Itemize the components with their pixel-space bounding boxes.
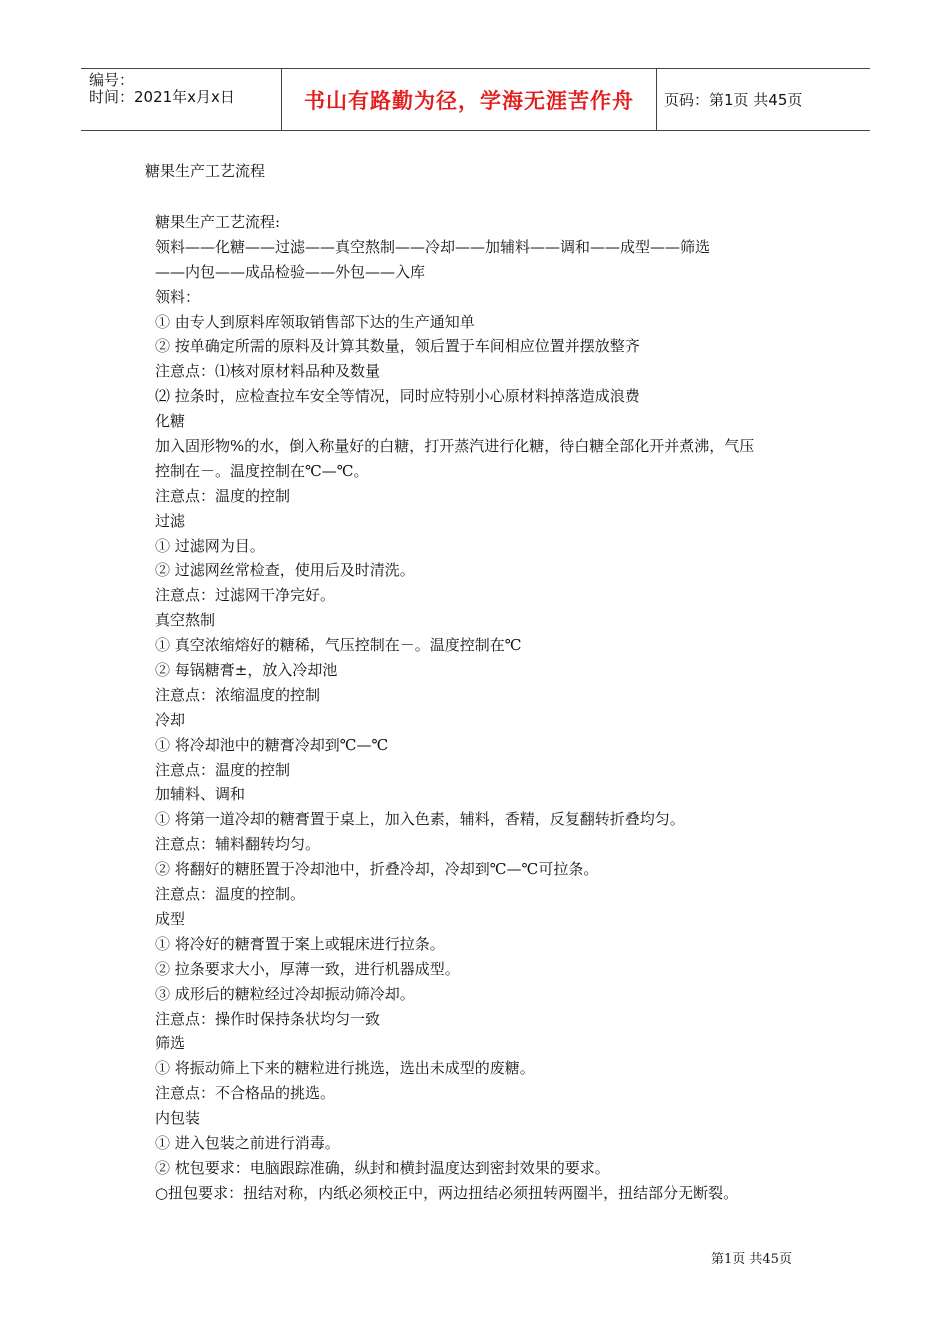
text-line: 注意点：辅料翻转均匀。 bbox=[155, 835, 321, 854]
header-left-cell bbox=[81, 69, 281, 130]
text-line: ② 每锅糖膏±，放入冷却池 bbox=[155, 661, 338, 680]
header-motto-cell bbox=[281, 69, 657, 130]
doc-number-label: 编号： bbox=[89, 71, 135, 89]
text-line: ② 枕包要求：电脑跟踪准确，纵封和横封温度达到密封效果的要求。 bbox=[155, 1158, 610, 1177]
text-line: ○扭包要求：扭结对称，内纸必须校正中，两边扭结必须扭转两圈半，扭结部分无断裂。 bbox=[155, 1183, 739, 1202]
text-line: ① 将振动筛上下来的糖粒进行挑选，选出未成型的废糖。 bbox=[155, 1059, 535, 1078]
text-line: ② 将翻好的糖胚置于冷却池中，折叠冷却，冷却到℃—℃可拉条。 bbox=[155, 860, 599, 879]
text-line: ② 过滤网丝常检查，使用后及时清洗。 bbox=[155, 561, 415, 580]
document-header bbox=[81, 68, 870, 131]
text-line: 注意点：不合格品的挑选。 bbox=[155, 1084, 336, 1103]
text-line: ② 拉条要求大小，厚薄一致，进行机器成型。 bbox=[155, 959, 460, 978]
text-line: 加辅料、调和 bbox=[155, 785, 246, 804]
text-line: ① 过滤网为目。 bbox=[155, 536, 265, 555]
footer-page-number: 第1页 共45页 bbox=[711, 1252, 792, 1267]
header-page-cell bbox=[656, 69, 870, 130]
text-line: 糖果生产工艺流程: bbox=[155, 213, 281, 231]
text-line: 加入固形物%的水，倒入称量好的白糖，打开蒸汽进行化糖，待白糖全部化开并煮沸，气压 bbox=[155, 437, 755, 456]
text-line: ③ 成形后的糖粒经过冷却振动筛冷却。 bbox=[155, 984, 415, 1003]
header-page-label: 页码：第1页 共45页 bbox=[664, 91, 803, 109]
text-line: 领料——化糖——过滤——真空熬制——冷却——加辅料——调和——成型——筛选 bbox=[155, 237, 711, 256]
text-line: 注意点：温度的控制 bbox=[155, 486, 291, 505]
text-line: ① 将冷却池中的糖膏冷却到℃—℃ bbox=[155, 735, 389, 754]
text-line: 成型 bbox=[155, 909, 186, 928]
doc-time-label: 时间：2021年x月x日 bbox=[89, 88, 235, 106]
header-motto: 书山有路勤为径，学海无涯苦作舟 bbox=[304, 88, 634, 113]
text-line: 注意点：⑴核对原材料品种及数量 bbox=[155, 362, 381, 381]
text-line: 注意点：温度的控制。 bbox=[155, 885, 306, 904]
text-line: ① 由专人到原料库领取销售部下达的生产通知单 bbox=[155, 312, 475, 331]
text-line: ① 将第一道冷却的糖膏置于桌上，加入色素，辅料，香精，反复翻转折叠均匀。 bbox=[155, 810, 685, 829]
doc-title: 糖果生产工艺流程 bbox=[145, 162, 266, 180]
text-line: 注意点：过滤网干净完好。 bbox=[155, 586, 336, 605]
text-line: ⑵ 拉条时，应检查拉车安全等情况，同时应特别小心原材料掉落造成浪费 bbox=[155, 387, 640, 406]
text-line: 化糖 bbox=[155, 412, 186, 431]
text-line: 真空熬制 bbox=[155, 611, 216, 630]
text-line: ① 将冷好的糖膏置于案上或辊床进行拉条。 bbox=[155, 934, 445, 953]
text-line: 领料： bbox=[155, 287, 201, 306]
text-line: ① 真空浓缩熔好的糖稀，气压控制在－。温度控制在℃ bbox=[155, 636, 522, 655]
text-line: 注意点：操作时保持条状均匀一致 bbox=[155, 1009, 381, 1028]
text-line: 注意点：浓缩温度的控制 bbox=[155, 685, 321, 704]
text-line: ② 按单确定所需的原料及计算其数量，领后置于车间相应位置并摆放整齐 bbox=[155, 337, 640, 356]
text-line: ① 进入包装之前进行消毒。 bbox=[155, 1133, 340, 1152]
text-line: ——内包——成品检验——外包——入库 bbox=[155, 262, 426, 281]
text-line: 筛选 bbox=[155, 1034, 186, 1053]
text-line: 内包装 bbox=[155, 1109, 201, 1128]
text-line: 过滤 bbox=[155, 511, 186, 530]
document-body bbox=[155, 210, 805, 1206]
text-line: 注意点：温度的控制 bbox=[155, 760, 291, 779]
text-line: 控制在－。温度控制在℃—℃。 bbox=[155, 461, 369, 480]
text-line: 冷却 bbox=[155, 710, 186, 729]
